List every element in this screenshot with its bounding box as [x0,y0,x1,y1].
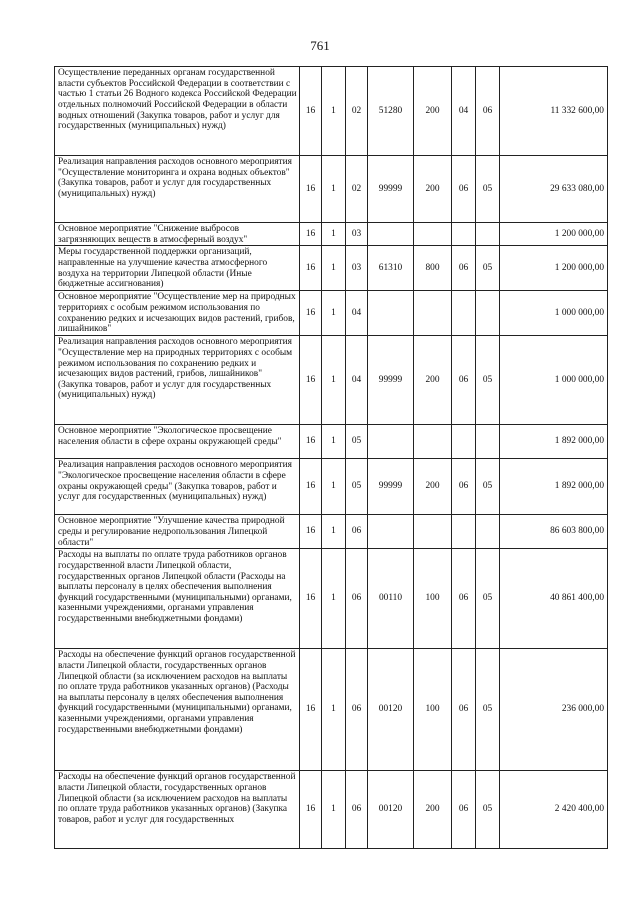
code-subdivision: 05 [476,549,500,649]
code-subdivision: 05 [476,771,500,849]
table-row [55,771,608,849]
code-activity: 03 [346,223,368,246]
code-subdivision [476,515,500,549]
expense-name: Основное мероприятие "Снижение выбросов загрязняющих веществ в атмосферный воздух" [55,223,300,246]
expense-name: Основное мероприятие "Улучшение качества природной среды и регулирование недропользования Липецкой области" [55,515,300,549]
amount: 1 200 000,00 [500,246,608,291]
code-subdivision [476,291,500,336]
table-row [55,223,608,246]
code-direction: 61310 [368,246,414,291]
code-subprogram: 1 [322,549,346,649]
table-row [55,425,608,459]
code-subdivision: 05 [476,459,500,515]
code-section: 16 [300,459,322,515]
code-subprogram: 1 [322,336,346,425]
amount: 11 332 600,00 [500,67,608,156]
code-division [452,291,476,336]
code-division: 06 [452,156,476,223]
code-subdivision: 06 [476,67,500,156]
table-row [55,291,608,336]
table-row [55,336,608,425]
code-expense-type: 200 [414,771,452,849]
expense-name: Реализация направления расходов основного мероприятия "Осуществление мониторинга и охрана водных объектов" (Закупка товаров, работ и услуг для государственных (муниципальных) нужд) [55,156,300,223]
code-direction: 51280 [368,67,414,156]
code-activity: 03 [346,246,368,291]
code-direction [368,291,414,336]
amount: 1 000 000,00 [500,291,608,336]
expense-name: Осуществление переданных органам государственной власти субъектов Российской Федерации в соответствии с частью 1 статьи 26 Водного кодекса Российской Федерации отдельных полномочий Российской Федерации в области водных отношений (Закупка товаров, работ и услуг для государственных (муниципальных) нужд) [55,67,300,156]
code-expense-type: 200 [414,156,452,223]
code-section: 16 [300,336,322,425]
code-subprogram: 1 [322,459,346,515]
code-expense-type [414,515,452,549]
code-activity: 06 [346,649,368,771]
code-direction: 00120 [368,649,414,771]
table-row [55,459,608,515]
code-activity: 05 [346,425,368,459]
code-division: 06 [452,549,476,649]
amount: 1 892 000,00 [500,459,608,515]
code-subdivision [476,223,500,246]
code-direction [368,425,414,459]
code-subprogram: 1 [322,246,346,291]
code-direction: 99999 [368,459,414,515]
code-division: 06 [452,336,476,425]
code-activity: 04 [346,291,368,336]
table-row [55,67,608,156]
code-division: 04 [452,67,476,156]
code-division [452,425,476,459]
code-section: 16 [300,425,322,459]
budget-table [54,66,608,849]
code-section: 16 [300,515,322,549]
code-direction [368,223,414,246]
amount: 1 892 000,00 [500,425,608,459]
code-section: 16 [300,67,322,156]
code-subprogram: 1 [322,649,346,771]
code-division: 06 [452,771,476,849]
code-activity: 05 [346,459,368,515]
code-expense-type: 200 [414,67,452,156]
code-activity: 06 [346,771,368,849]
code-section: 16 [300,549,322,649]
code-activity: 06 [346,515,368,549]
table-row [55,649,608,771]
table-row [55,549,608,649]
code-subprogram: 1 [322,156,346,223]
expense-name: Реализация направления расходов основного мероприятия "Осуществление мер на природных территориях с особым режимом использования по сохранению редких и исчезающих видов растений, грибов, лишайников" (Закупка товаров, работ и услуг для государственных (муниципальных) нужд) [55,336,300,425]
amount: 1 200 000,00 [500,223,608,246]
amount: 40 861 400,00 [500,549,608,649]
code-section: 16 [300,156,322,223]
code-division [452,515,476,549]
amount: 2 420 400,00 [500,771,608,849]
amount: 1 000 000,00 [500,336,608,425]
expense-name: Расходы на обеспечение функций органов государственной власти Липецкой области, государственных органов Липецкой области (за исключением расходов на выплаты по оплате труда работников указанных органов) (Закупка товаров, работ и услуг для государственных [55,771,300,849]
code-subprogram: 1 [322,515,346,549]
code-expense-type [414,223,452,246]
code-subprogram: 1 [322,67,346,156]
code-expense-type: 800 [414,246,452,291]
page-number: 761 [310,38,330,53]
code-subdivision: 05 [476,156,500,223]
table-row [55,156,608,223]
expense-name: Основное мероприятие "Экологическое просвещение населения области в сфере охраны окружающей среды" [55,425,300,459]
expense-name: Меры государственной поддержки организаций, направленные на улучшение качества атмосферного воздуха на территории Липецкой области (Иные бюджетные ассигнования) [55,246,300,291]
table-row [55,246,608,291]
code-expense-type: 200 [414,336,452,425]
code-section: 16 [300,291,322,336]
code-subdivision [476,425,500,459]
code-subprogram: 1 [322,425,346,459]
code-direction: 00110 [368,549,414,649]
code-subprogram: 1 [322,771,346,849]
code-direction: 00120 [368,771,414,849]
code-activity: 04 [346,336,368,425]
amount: 236 000,00 [500,649,608,771]
code-division: 06 [452,246,476,291]
code-direction: 99999 [368,336,414,425]
amount: 29 633 080,00 [500,156,608,223]
amount: 86 603 800,00 [500,515,608,549]
code-expense-type [414,425,452,459]
code-direction: 99999 [368,156,414,223]
code-section: 16 [300,771,322,849]
code-section: 16 [300,649,322,771]
code-expense-type: 100 [414,549,452,649]
code-expense-type [414,291,452,336]
expense-name: Расходы на выплаты по оплате труда работников органов государственной власти Липецкой области, государственных органов Липецкой области (Расходы на выплаты персоналу в целях обеспечения выполнения функций государственными (муниципальными) органами, казенными учреждениями, органами управления государственными внебюджетными фондами) [55,549,300,649]
code-subdivision: 05 [476,649,500,771]
code-direction [368,515,414,549]
code-section: 16 [300,246,322,291]
code-section: 16 [300,223,322,246]
code-expense-type: 200 [414,459,452,515]
code-activity: 02 [346,156,368,223]
table-row [55,515,608,549]
code-subprogram: 1 [322,223,346,246]
code-subdivision: 05 [476,336,500,425]
code-division [452,223,476,246]
expense-name: Реализация направления расходов основного мероприятия "Экологическое просвещение населения области в сфере охраны окружающей среды" (Закупка товаров, работ и услуг для государственных (муниципальных) нужд) [55,459,300,515]
code-activity: 06 [346,549,368,649]
code-activity: 02 [346,67,368,156]
expense-name: Расходы на обеспечение функций органов государственной власти Липецкой области, государственных органов Липецкой области (за исключением расходов на выплаты по оплате труда работников указанных органов) (Расходы на выплаты персоналу в целях обеспечения выполнения функций государственными (муниципальными) органами, казенными учреждениями, органами управления государственными внебюджетными фондами) [55,649,300,771]
code-expense-type: 100 [414,649,452,771]
code-division: 06 [452,459,476,515]
code-subdivision: 05 [476,246,500,291]
expense-name: Основное мероприятие "Осуществление мер на природных территориях с особым режимом использования по сохранению редких и исчезающих видов растений, грибов, лишайников" [55,291,300,336]
code-division: 06 [452,649,476,771]
code-subprogram: 1 [322,291,346,336]
